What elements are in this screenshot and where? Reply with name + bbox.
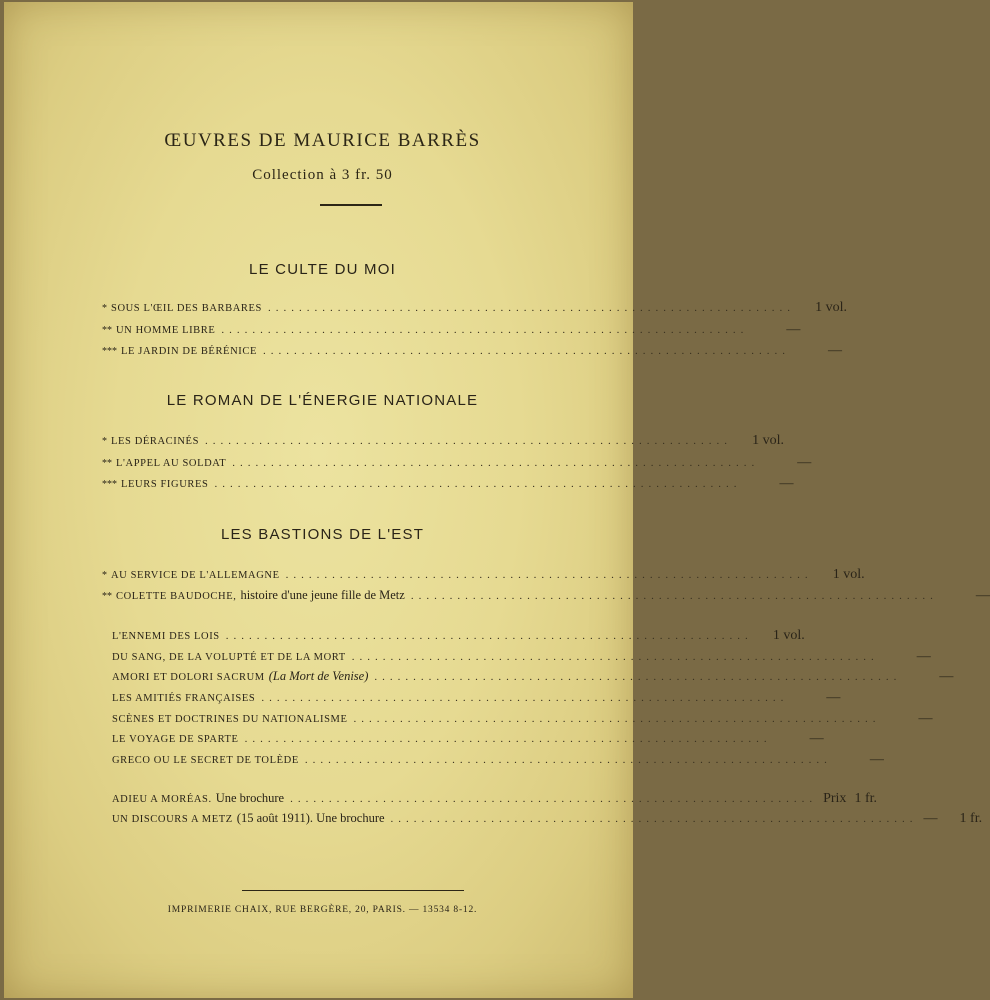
collection-subtitle: Collection à 3 fr. 50 bbox=[252, 167, 393, 183]
section-heading: LE ROMAN DE L'ÉNERGIE NATIONALE bbox=[166, 392, 479, 409]
volume-count: — bbox=[975, 588, 990, 603]
volume-count: — bbox=[869, 752, 884, 767]
list-item bbox=[102, 588, 990, 604]
leader-dots: .................................................................... bbox=[232, 457, 760, 469]
volume-count: — bbox=[939, 669, 954, 684]
work-subtitle: (La Mort de Venise) bbox=[268, 669, 369, 683]
volume-mark: * bbox=[102, 436, 107, 447]
volume-count: — bbox=[786, 322, 801, 337]
work-title: SCÈNES ET DOCTRINES DU NATIONALISME bbox=[112, 714, 348, 725]
leader-dots: .................................................................... bbox=[225, 630, 753, 642]
work-title: LES DÉRACINÉS bbox=[111, 436, 200, 447]
leader-dots: .................................................................... bbox=[351, 651, 879, 663]
leader-dots: .................................................................... bbox=[285, 569, 813, 581]
work-title: LE VOYAGE DE SPARTE bbox=[112, 734, 239, 745]
leader-dots: .................................................................... bbox=[304, 754, 832, 766]
volume-count: — bbox=[827, 343, 842, 358]
section-heading: LES BASTIONS DE L'EST bbox=[220, 526, 425, 543]
list-item bbox=[112, 811, 983, 827]
leader-dots: .................................................................... bbox=[221, 324, 749, 336]
page-title: ŒUVRES DE MAURICE BARRÈS bbox=[164, 130, 481, 151]
work-subtitle: (15 août 1911). Une brochure bbox=[236, 811, 385, 825]
volume-mark: ** bbox=[102, 325, 112, 336]
volume-count: 1 vol. bbox=[832, 567, 865, 582]
volume-count: 1 vol. bbox=[752, 433, 785, 448]
list-item bbox=[112, 791, 877, 807]
leader-dots: .................................................................... bbox=[214, 478, 742, 490]
work-title: AU SERVICE DE L'ALLEMAGNE bbox=[111, 570, 280, 581]
leader-dots: .................................................................... bbox=[261, 692, 789, 704]
volume-count: — bbox=[809, 731, 824, 746]
work-title: LEURS FIGURES bbox=[121, 479, 209, 490]
leader-dots: .................................................................... bbox=[205, 435, 733, 447]
list-item bbox=[112, 752, 884, 768]
work-title: L'ENNEMI DES LOIS bbox=[112, 631, 220, 642]
title-divider bbox=[320, 204, 382, 206]
leader-dots: .................................................................... bbox=[267, 302, 795, 314]
work-subtitle: histoire d'une jeune fille de Metz bbox=[240, 588, 405, 602]
work-title: UN HOMME LIBRE bbox=[116, 325, 216, 336]
list-item bbox=[102, 300, 847, 316]
price-prefix: — bbox=[923, 811, 938, 826]
volume-mark: *** bbox=[102, 346, 117, 357]
footer-divider bbox=[242, 890, 464, 891]
work-title: SOUS L'ŒIL DES BARBARES bbox=[111, 303, 262, 314]
leader-dots: .................................................................... bbox=[390, 813, 918, 825]
volume-mark: * bbox=[102, 303, 107, 314]
list-item bbox=[112, 690, 841, 706]
price-value: 1 fr. bbox=[854, 791, 877, 806]
leader-dots: .................................................................... bbox=[353, 713, 881, 725]
list-item bbox=[112, 711, 933, 727]
list-item bbox=[102, 455, 812, 471]
volume-count: — bbox=[779, 476, 794, 491]
list-item bbox=[102, 343, 842, 359]
volume-count: 1 vol. bbox=[772, 628, 805, 643]
list-item bbox=[112, 628, 805, 644]
list-item bbox=[112, 649, 931, 665]
work-title: L'APPEL AU SOLDAT bbox=[116, 458, 227, 469]
list-item bbox=[112, 731, 824, 747]
work-subtitle: Une brochure bbox=[215, 791, 285, 805]
leader-dots: .................................................................... bbox=[410, 590, 938, 602]
printer-imprint: IMPRIMERIE CHAIX, RUE BERGÈRE, 20, PARIS. — 13534 8-12. bbox=[167, 905, 478, 915]
volume-count: — bbox=[797, 455, 812, 470]
section-heading: LE CULTE DU MOI bbox=[249, 261, 396, 278]
work-title: LES AMITIÉS FRANÇAISES bbox=[112, 693, 256, 704]
list-item bbox=[112, 669, 954, 685]
work-title: UN DISCOURS A METZ bbox=[112, 814, 233, 825]
leader-dots: .................................................................... bbox=[262, 345, 790, 357]
price-value: 1 fr. bbox=[959, 811, 983, 826]
work-title: COLETTE BAUDOCHE, bbox=[116, 591, 237, 602]
list-item bbox=[102, 476, 794, 492]
leader-dots: .................................................................... bbox=[374, 671, 902, 683]
volume-mark: ** bbox=[102, 458, 112, 469]
work-title: LE JARDIN DE BÉRÉNICE bbox=[121, 346, 257, 357]
price-prefix: Prix bbox=[823, 791, 847, 806]
volume-count: — bbox=[826, 690, 841, 705]
list-item bbox=[102, 322, 801, 338]
list-item bbox=[102, 433, 785, 449]
volume-count: — bbox=[916, 649, 931, 664]
volume-count: — bbox=[918, 711, 933, 726]
work-title: ADIEU A MORÉAS. bbox=[112, 794, 212, 805]
volume-mark: ** bbox=[102, 591, 112, 602]
book-back-cover bbox=[4, 2, 990, 998]
leader-dots: .................................................................... bbox=[290, 793, 818, 805]
volume-mark: *** bbox=[102, 479, 117, 490]
leader-dots: .................................................................... bbox=[244, 733, 772, 745]
work-title: AMORI ET DOLORI SACRUM bbox=[112, 672, 265, 683]
volume-mark: * bbox=[102, 570, 107, 581]
work-title: GRECO OU LE SECRET DE TOLÈDE bbox=[112, 755, 299, 766]
work-title: DU SANG, DE LA VOLUPTÉ ET DE LA MORT bbox=[112, 652, 346, 663]
list-item bbox=[102, 567, 865, 583]
volume-count: 1 vol. bbox=[815, 300, 847, 315]
